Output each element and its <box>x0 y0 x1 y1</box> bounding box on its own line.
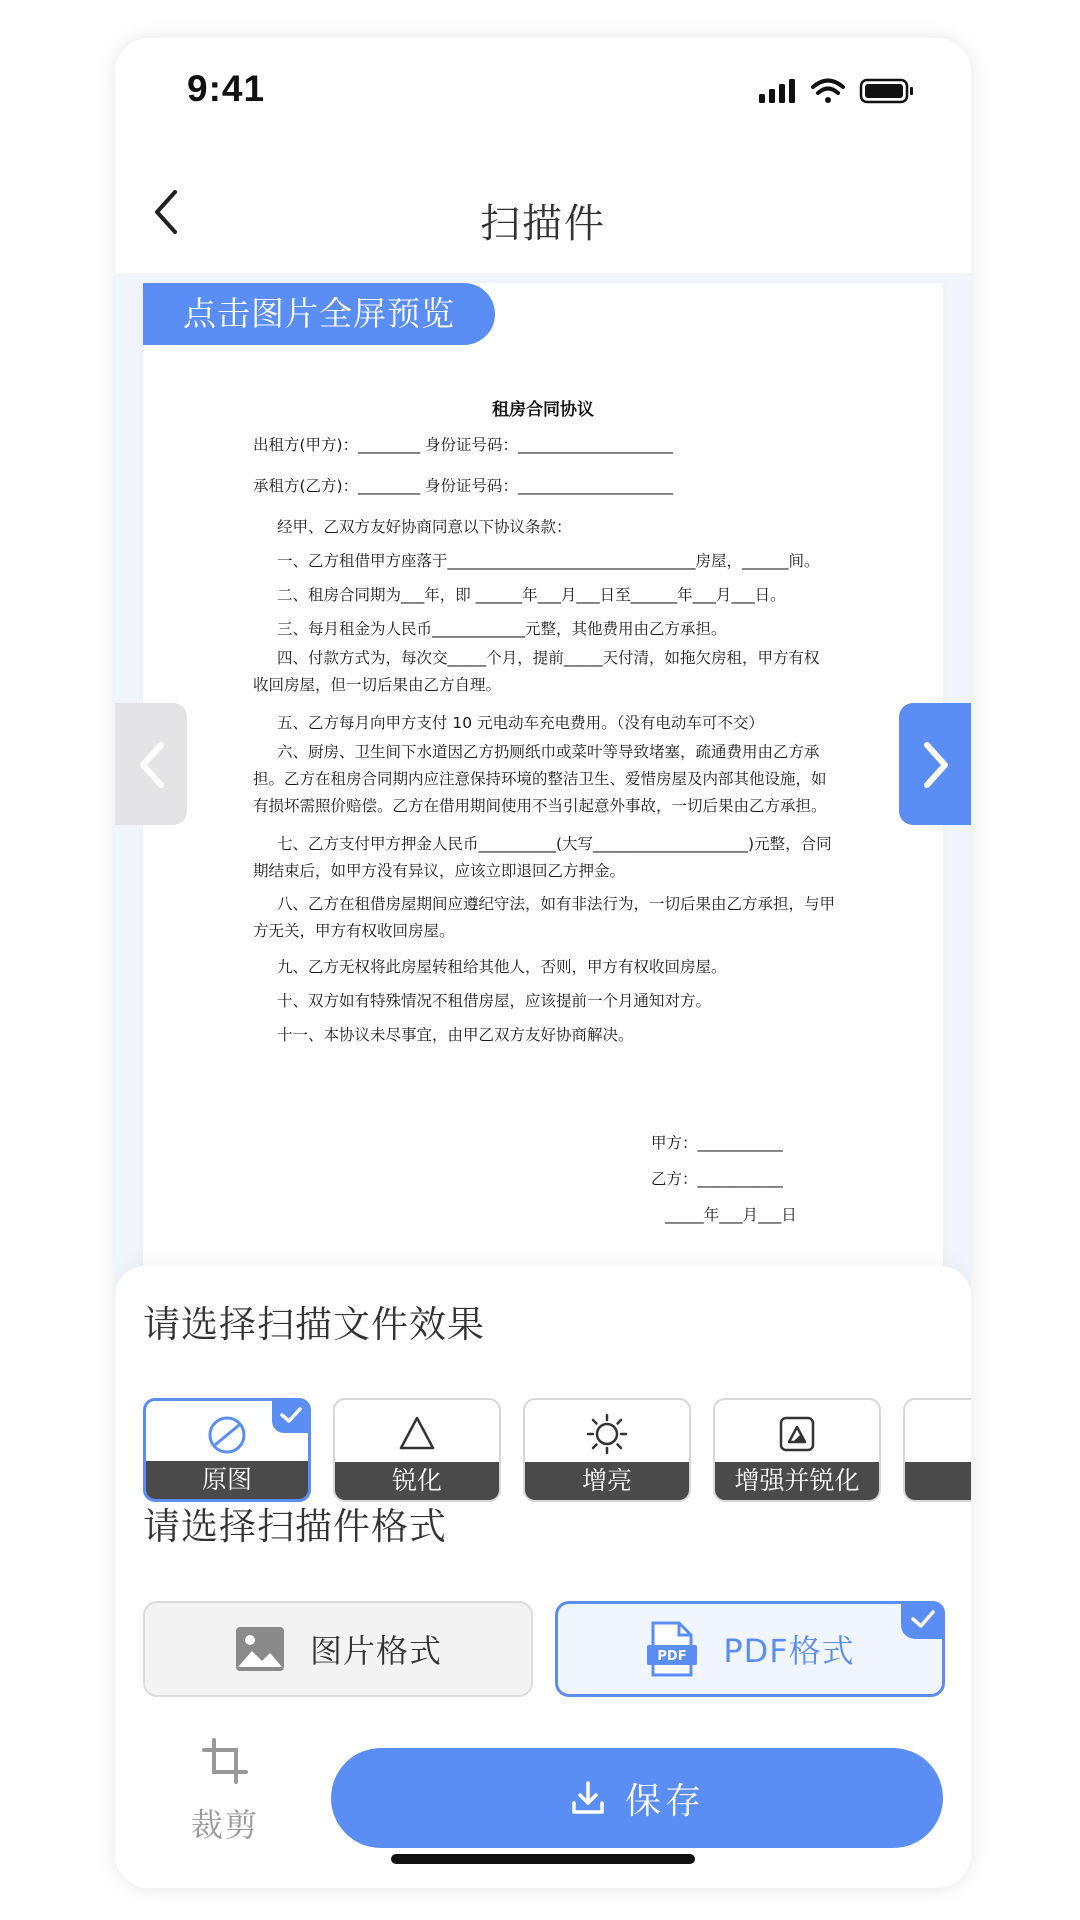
chevron-left-icon <box>135 741 169 789</box>
crop-label: 裁剪 <box>190 1806 259 1844</box>
document-line: 承租方(乙方)：________ 身份证号码：____________________ <box>253 477 674 495</box>
image-format-label: 图片格式 <box>309 1632 442 1670</box>
format-section-title: 请选择扫描件格式 <box>143 1505 447 1548</box>
save-label: 保存 <box>624 1780 705 1822</box>
document-line: 出租方(甲方)：________ 身份证号码：____________________ <box>253 436 674 454</box>
nav-bar <box>115 148 971 273</box>
effect-brighten[interactable] <box>523 1398 691 1502</box>
fullscreen-preview-tag[interactable]: 点击图片全屏预览 <box>143 283 495 345</box>
selected-badge <box>901 1601 945 1639</box>
effect-label: 增亮 <box>525 1462 689 1500</box>
pdf-format-button[interactable] <box>555 1601 945 1697</box>
effect-label: 增强并锐化 <box>715 1462 879 1500</box>
document-line: 十一、本协议未尽事宜，由甲乙双方友好协商解决。 <box>277 1026 634 1044</box>
pdf-badge-text: PDF <box>657 1649 687 1664</box>
effect-more[interactable] <box>903 1398 971 1502</box>
check-icon <box>279 1405 303 1425</box>
status-icons <box>751 76 941 106</box>
document-line: 一、乙方租借甲方座落于________________________________房屋，______间。 <box>277 552 820 570</box>
battery-icon <box>861 80 913 102</box>
format-options <box>143 1601 943 1697</box>
document-line: 二、租房合同期为___年，即 ______年___月___日至______年___月___日。 <box>277 586 786 604</box>
home-indicator <box>391 1854 695 1864</box>
crop-icon <box>200 1736 250 1786</box>
effects-section-title: 请选择扫描文件效果 <box>143 1303 485 1346</box>
document-line: 经甲、乙双方友好协商同意以下协议条款： <box>277 518 572 536</box>
effect-original[interactable] <box>143 1398 311 1502</box>
document-line: 九、乙方无权将此房屋转租给其他人，否则，甲方有权收回房屋。 <box>277 958 727 976</box>
document-line: 八、乙方在租借房屋期间应遵纪守法，如有非法行为，一切后果由乙方承担，与甲方无关，甲方有权收回房屋。 <box>253 895 836 940</box>
cellular-signal-icon <box>759 79 795 103</box>
effects-list <box>143 1398 971 1508</box>
document-line: 七、乙方支付甲方押金人民币__________(大写____________________)元整，合同期结束后，如甲方没有异议，应该立即退回乙方押金。 <box>253 835 832 880</box>
sun-icon <box>585 1412 629 1456</box>
document-line: 五、乙方每月向甲方支付 10 元电动车充电费用。（没有电动车可不交） <box>277 714 764 732</box>
chevron-right-icon <box>919 741 953 789</box>
document-preview[interactable] <box>143 283 943 1323</box>
save-button[interactable] <box>331 1748 943 1848</box>
crop-button[interactable] <box>175 1736 275 1846</box>
document-line: 六、厨房、卫生间下水道因乙方扔厕纸巾或菜叶等导致堵塞，疏通费用由乙方承担。乙方在租房合同期内应注意保持环境的整洁卫生、爱惜房屋及内部其他设施，如有损坏需照价赔偿。乙方在借用期间使用不当引起意外事故，一切后果由乙方承担。 <box>253 743 827 815</box>
document-title: 租房合同协议 <box>492 400 594 420</box>
pdf-format-label: PDF格式 <box>723 1632 855 1670</box>
phone-screen <box>115 38 971 1888</box>
status-bar <box>115 38 971 148</box>
image-format-button[interactable] <box>143 1601 533 1697</box>
signature-party-b: 乙方：___________ <box>651 1170 783 1188</box>
image-icon <box>234 1625 286 1673</box>
previous-page-button[interactable] <box>115 703 187 825</box>
options-panel <box>115 1266 971 1888</box>
no-filter-icon <box>205 1413 249 1457</box>
signature-date: _____年___月___日 <box>665 1206 797 1224</box>
selected-badge <box>272 1399 310 1433</box>
download-icon <box>569 1779 607 1817</box>
wifi-icon <box>813 81 843 104</box>
effect-enhance-sharpen[interactable] <box>713 1398 881 1502</box>
signature-party-a: 甲方：___________ <box>651 1134 783 1152</box>
pdf-file-icon <box>645 1621 699 1677</box>
effect-sharpen[interactable] <box>333 1398 501 1502</box>
effect-label: 锐化 <box>335 1462 499 1500</box>
triangle-icon <box>395 1412 439 1456</box>
effect-label: 原图 <box>146 1461 308 1499</box>
page-title: 扫描件 <box>480 201 606 247</box>
next-page-button[interactable] <box>899 703 971 825</box>
status-time: 9:41 <box>187 68 266 109</box>
document-line: 三、每月租金为人民币____________元整，其他费用由乙方承担。 <box>277 620 727 638</box>
check-icon <box>910 1608 936 1630</box>
document-line: 十、双方如有特殊情况不租借房屋，应该提前一个月通知对方。 <box>277 992 712 1010</box>
document-line: 四、付款方式为，每次交_____个月，提前_____天付清，如拖欠房租，甲方有权收回房屋，但一切后果由乙方自理。 <box>253 649 820 694</box>
enhance-icon <box>775 1412 819 1456</box>
